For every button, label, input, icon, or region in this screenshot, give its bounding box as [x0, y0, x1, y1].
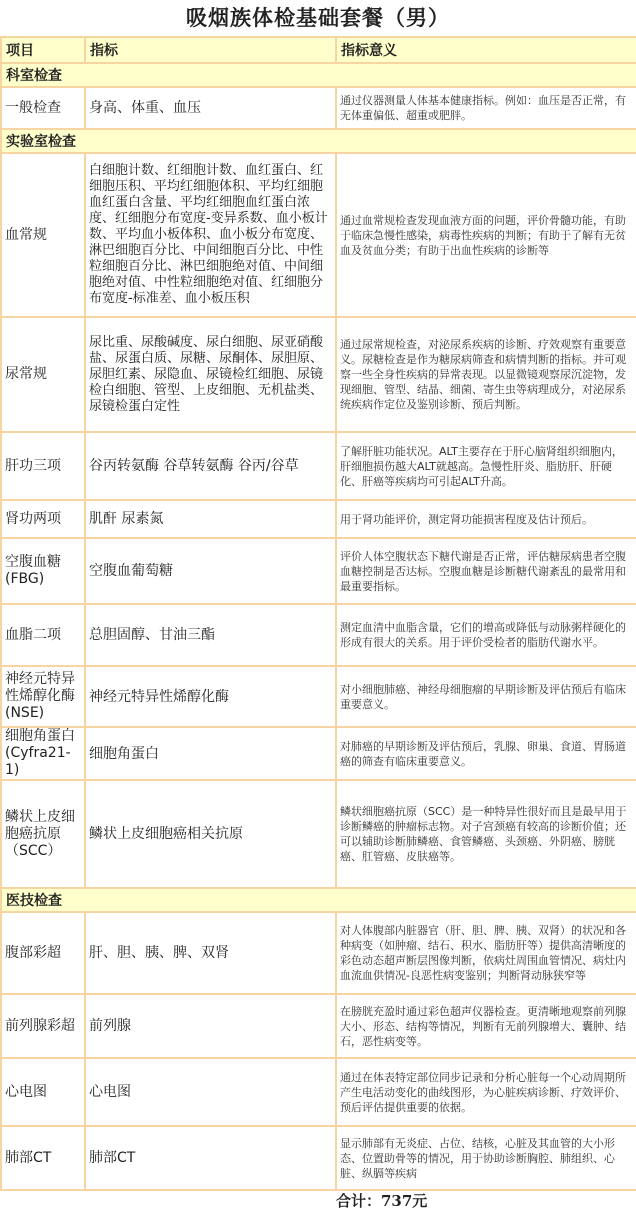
section-label: 实验室检查 — [1, 129, 636, 153]
indicator-cell: 细胞角蛋白 — [85, 727, 336, 780]
checkup-table — [0, 36, 636, 1191]
meaning-cell: 通过血常规检查发现血液方面的问题，评价骨髓功能，有助于临床急慢性感染，病毒性疾病的判断；有助于了解有无贫血及贫血分类；有助于出血性疾病的诊断等 — [336, 153, 636, 317]
item-cell: 肺部CT — [1, 1126, 85, 1190]
meaning-cell: 对小细胞肺癌、神经母细胞瘤的早期诊断及评估预后有临床重要意义。 — [336, 666, 636, 727]
header-indicators: 指标 — [85, 37, 336, 63]
item-cell: 一般检查 — [1, 87, 85, 129]
item-cell: 细胞角蛋白(Cyfra21-1) — [1, 727, 85, 780]
indicator-cell: 白细胞计数、红细胞计数、血红蛋白、红细胞压积、平均红细胞体积、平均红细胞血红蛋白含量、平均红细胞血红蛋白浓度、红细胞分布宽度-变异系数、血小板计数、平均血小板体积、血小板分布宽度、淋巴细胞百分比、中间细胞百分比、中性粒细胞百分比、淋巴细胞绝对值、中间细胞绝对值、中性粒细胞绝对值、红细胞分布宽度-标准差、血小板压积 — [85, 153, 336, 317]
indicator-cell: 鳞状上皮细胞癌相关抗原 — [85, 780, 336, 888]
item-cell: 心电图 — [1, 1058, 85, 1126]
table-row — [1, 727, 636, 780]
item-cell: 血常规 — [1, 153, 85, 317]
indicator-cell: 前列腺 — [85, 994, 336, 1058]
item-cell: 腹部彩超 — [1, 912, 85, 994]
section-label: 科室检查 — [1, 63, 636, 87]
header-meaning: 指标意义 — [336, 37, 636, 63]
item-cell: 肝功三项 — [1, 432, 85, 500]
indicator-cell: 总胆固醇、甘油三酯 — [85, 604, 336, 666]
item-cell: 前列腺彩超 — [1, 994, 85, 1058]
meaning-cell: 对人体腹部内脏器官（肝、胆、脾、胰、双肾）的状况和各种病变（如肿瘤、结石、积水、脂肪肝等）提供高清晰度的彩色动态超声断层图像判断，依病灶周围血管情况、病灶内血流血供情况-良恶性病变鉴别；判断肾动脉狭窄等 — [336, 912, 636, 994]
meaning-cell: 在膀胱充盈时通过彩色超声仪器检查。更清晰地观察前列腺大小、形态、结构等情况，判断有无前列腺增大、囊肿、结石，恶性病变等。 — [336, 994, 636, 1058]
table-row — [1, 87, 636, 129]
meaning-cell: 了解肝脏功能状况。ALT主要存在于肝心脑肾组织细胞内，肝细胞损伤越大ALT就越高。急慢性肝炎、脂肪肝、肝硬化、肝癌等疾病均可引起ALT升高。 — [336, 432, 636, 500]
total-price: 合计：737元 — [336, 1192, 428, 1210]
indicator-cell: 身高、体重、血压 — [85, 87, 336, 129]
indicator-cell: 肺部CT — [85, 1126, 336, 1190]
item-cell: 肾功两项 — [1, 500, 85, 538]
item-cell: 神经元特异性烯醇化酶(NSE) — [1, 666, 85, 727]
indicator-cell: 尿比重、尿酸碱度、尿白细胞、尿亚硝酸盐、尿蛋白质、尿糖、尿酮体、尿胆原、尿胆红素、尿隐血、尿镜检红细胞、尿镜检白细胞、管型、上皮细胞、无机盐类、尿镜检蛋白定性 — [85, 317, 336, 432]
item-cell: 尿常规 — [1, 317, 85, 432]
table-row — [1, 317, 636, 432]
page-title: 吸烟族体检基础套餐（男） — [186, 5, 450, 30]
table-row — [1, 604, 636, 666]
section-row — [1, 888, 636, 912]
meaning-cell: 对肺癌的早期诊断及评估预后，乳腺、卵巢、食道、胃肠道癌的筛查有临床重要意义。 — [336, 727, 636, 780]
meaning-cell: 鳞状细胞癌抗原（SCC）是一种特异性很好而且是最早用于诊断鳞癌的肿瘤标志物。对子宫颈癌有较高的诊断价值；还可以辅助诊断肺鳞癌、食管鳞癌、头颈癌、外阴癌、膀胱癌、肛管癌、皮肤癌等。 — [336, 780, 636, 888]
indicator-cell: 空腹血葡萄糖 — [85, 538, 336, 604]
header-item: 项目 — [1, 37, 85, 63]
table-row — [1, 1058, 636, 1126]
indicator-cell: 神经元特异性烯醇化酶 — [85, 666, 336, 727]
table-row — [1, 1126, 636, 1190]
table-row — [1, 994, 636, 1058]
section-row — [1, 129, 636, 153]
table-row — [1, 432, 636, 500]
meaning-cell: 用于肾功能评价，测定肾功能损害程度及估计预后。 — [336, 500, 636, 538]
indicator-cell: 谷丙转氨酶 谷草转氨酶 谷丙/谷草 — [85, 432, 336, 500]
meaning-cell: 显示肺部有无炎症、占位、结核，心脏及其血管的大小形态、位置助骨等的情况，用于协助诊断胸腔、肺组织、心脏、纵膈等疾病 — [336, 1126, 636, 1190]
indicator-cell: 心电图 — [85, 1058, 336, 1126]
meaning-cell: 测定血清中血脂含量，它们的增高或降低与动脉粥样硬化的形成有很大的关系。用于评价受检者的脂肪代谢水平。 — [336, 604, 636, 666]
table-row — [1, 538, 636, 604]
table-row — [1, 153, 636, 317]
section-row — [1, 63, 636, 87]
meaning-cell: 通过仪器测量人体基本健康指标。例如：血压是否正常，有无体重偏低、超重或肥胖。 — [336, 87, 636, 129]
table-row — [1, 780, 636, 888]
meaning-cell: 通过在体表特定部位同步记录和分析心脏每一个心动周期所产生电活动变化的曲线图形，为心脏疾病诊断、疗效评价、预后评估提供重要的依据。 — [336, 1058, 636, 1126]
table-row — [1, 666, 636, 727]
meaning-cell: 评价人体空腹状态下糖代谢是否正常，评估糖尿病患者空腹血糖控制是否达标。空腹血糖是诊断糖代谢紊乱的最常用和最重要指标。 — [336, 538, 636, 604]
item-cell: 空腹血糖(FBG) — [1, 538, 85, 604]
item-cell: 血脂二项 — [1, 604, 85, 666]
table-row — [1, 500, 636, 538]
item-cell: 鳞状上皮细胞癌抗原（SCC） — [1, 780, 85, 888]
section-label: 医技检查 — [1, 888, 636, 912]
header-row — [1, 37, 636, 63]
table-row — [1, 912, 636, 994]
indicator-cell: 肌酐 尿素氮 — [85, 500, 336, 538]
indicator-cell: 肝、胆、胰、脾、双肾 — [85, 912, 336, 994]
meaning-cell: 通过尿常规检查，对泌尿系疾病的诊断、疗效观察有重要意义。尿糖检查是作为糖尿病筛查和病情判断的指标。并可观察一些全身性疾病的异常表现。以显微镜观察尿沉淀物，发现细胞、管型、结晶、细菌、寄生虫等病理成分，对泌尿系统疾病作定位及鉴别诊断、预后判断。 — [336, 317, 636, 432]
